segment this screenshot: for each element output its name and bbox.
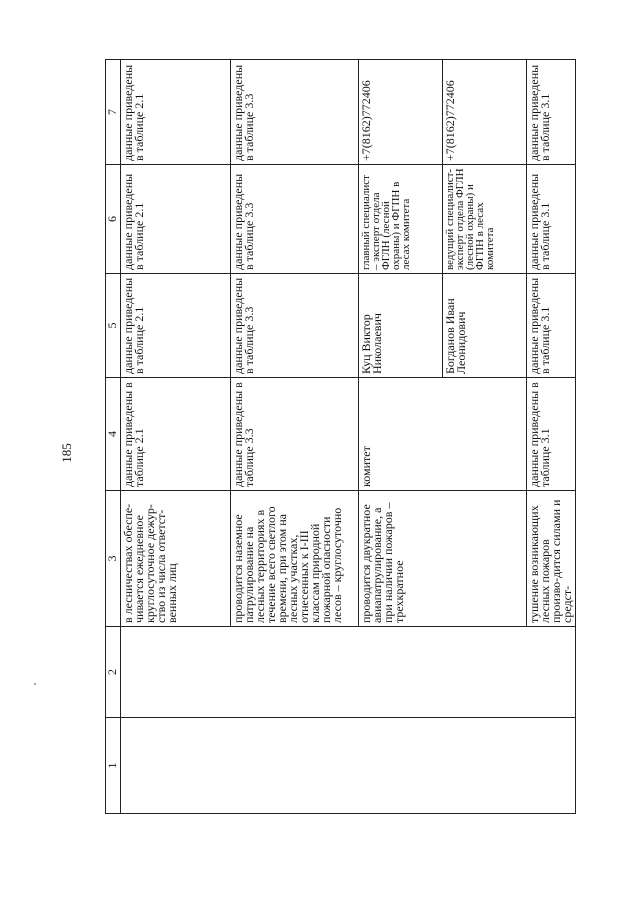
cell-person-name: Богданов Иван Леонидович — [443, 274, 527, 378]
cell-text: в лесничествах обеспе-чивается ежедневное круглосуточное дежур-ство из числа ответст-венных лиц — [121, 491, 231, 627]
cell-text: тушение возникающих лесных пожаров произво-дится силами и средст- — [527, 491, 576, 627]
header-cell-5: 5 — [106, 274, 121, 378]
rotated-table-container — [105, 60, 574, 814]
header-cell-2: 2 — [106, 627, 121, 718]
cell-ref: данные приведены в таблице 2.1 — [121, 165, 231, 274]
cell-col1 — [121, 718, 576, 814]
cell-ref: данные приведены в таблице 3.3 — [231, 378, 359, 491]
header-cell-1: 1 — [106, 718, 121, 814]
cell-ref: данные приведены в таблице 3.1 — [527, 165, 576, 274]
header-cell-4: 4 — [106, 378, 121, 491]
header-row — [106, 60, 121, 814]
cell-text: проводится наземное патрулирование на лесных территориях в течение всего светлого времени, при этом на лесных участках, отнесенных к I-III классам природной пожарной опасности лесов – круглосуточно — [231, 491, 359, 627]
cell-person-position: ведущий специалист-эксперт отдела ФГЛН (лесной охраны) и ФГПН в лесах комитета — [443, 165, 527, 274]
cell-ref: данные приведены в таблице 3.1 — [527, 60, 576, 165]
cell-person-name: Куц Виктор Николаевич — [359, 274, 443, 378]
scan-speck — [34, 683, 36, 685]
header-cell-7: 7 — [106, 60, 121, 165]
cell-ref: данные приведены в таблице 2.1 — [121, 274, 231, 378]
header-cell-3: 3 — [106, 491, 121, 627]
cell-person-phone: +7(8162)772406 — [359, 60, 443, 165]
cell-col2 — [121, 627, 576, 718]
cell-text: проводится двукратное авиапатрулирование, а при наличии пожаров – трехкратное — [359, 491, 527, 627]
cell-ref: данные приведены в таблице 2.1 — [121, 60, 231, 165]
data-table — [105, 59, 576, 814]
cell-ref: данные приведены в таблице 3.3 — [231, 274, 359, 378]
header-cell-6: 6 — [106, 165, 121, 274]
cell-ref: данные приведены в таблице 3.3 — [231, 165, 359, 274]
cell-ref: данные приведены в таблице 3.3 — [231, 60, 359, 165]
page-number: 185 — [59, 443, 74, 463]
cell-ref: данные приведены в таблице 2.1 — [121, 378, 231, 491]
table-row — [121, 60, 231, 814]
cell-ref: данные приведены в таблице 3.1 — [527, 378, 576, 491]
cell-org: комитет — [359, 378, 527, 491]
cell-ref: данные приведены в таблице 3.1 — [527, 274, 576, 378]
cell-person-position: главный специалист – эксперт отдела ФГЛН (лесной охраны) и ФГПН в лесах комитета — [359, 165, 443, 274]
cell-person-phone: +7(8162)772406 — [443, 60, 527, 165]
